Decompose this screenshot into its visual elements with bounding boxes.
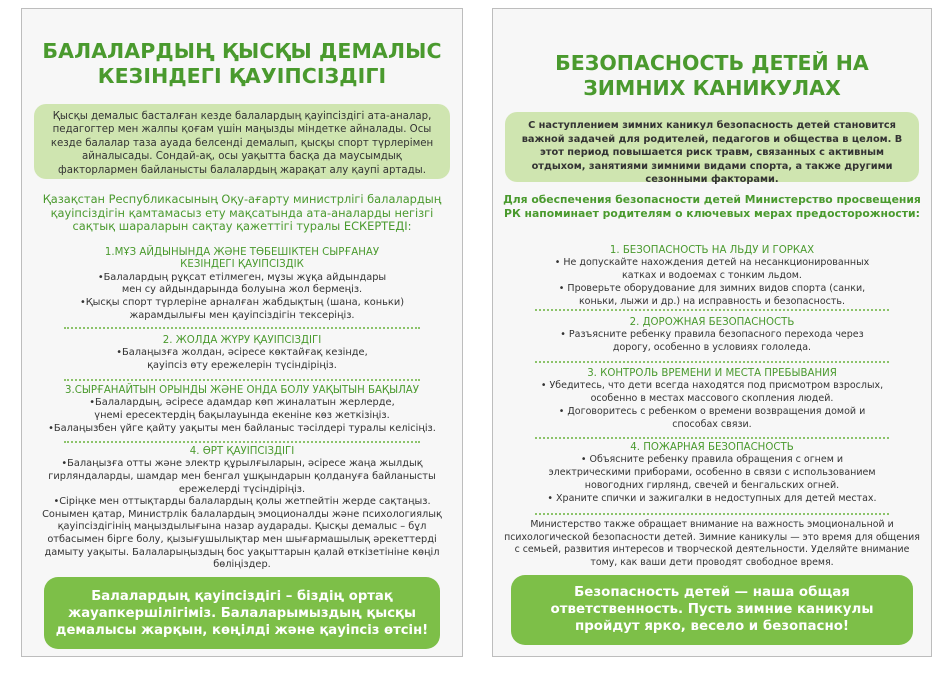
russian-leaflet	[492, 8, 932, 657]
section-supervision	[30, 385, 454, 435]
ministry-lead: Для обеспечения безопасности детей Министерство просвещения РК напоминает родителям о ключевых мерах предосторожности:	[503, 193, 921, 220]
section-heading: 1. БЕЗОПАСНОСТЬ НА ЛЬДУ И ГОРКАХ	[609, 245, 815, 256]
dotted-divider	[64, 327, 420, 329]
dotted-divider	[535, 513, 889, 515]
section-heading: 2. ЖОЛДА ЖҮРУ ҚАУІПСІЗДІГІ	[162, 335, 322, 346]
section-text: • Объясните ребенку правила обращения с огнем и электрическими приборами, особенно в связи с использованием новогодних гирлянд, свечей и бенгальских огней. • Храните спички и зажигалки в недоступных для детей местах.	[547, 454, 877, 504]
section-heading: 3. КОНТРОЛЬ ВРЕМЕНИ И МЕСТА ПРЕБЫВАНИЯ	[587, 368, 837, 379]
closing-banner: Балалардың қауіпсіздігі – біздің ортақ жауапкершілігіміз. Балаларымыздың қысқы демалысы жарқын, көңілді және қауіпсіз өтсін!	[44, 577, 440, 649]
dotted-divider	[535, 437, 889, 439]
section-heading: 4. ӨРТ ҚАУІПСІЗДІГІ	[189, 446, 295, 457]
section-fire-safety	[30, 446, 454, 572]
dotted-divider	[535, 361, 889, 363]
section-supervision	[501, 368, 923, 432]
dotted-divider	[535, 309, 889, 311]
ministry-lead: Қазақстан Республикасының Оқу-ағарту министрлігі балалардың қауіпсіздігін қамтамасыз ету мақсатында ата-аналарды негізгі сақтық шараларын сақтау қажеттігі туралы ЕСКЕРТЕДІ:	[42, 192, 442, 234]
section-road-safety	[501, 317, 923, 355]
section-ice-safety	[501, 245, 923, 309]
page-title: БАЛАЛАРДЫҢ ҚЫСҚЫ ДЕМАЛЫС КЕЗІНДЕГІ ҚАУІПСІЗДІГІ	[42, 39, 442, 88]
intro-box: Қысқы демалыс басталған кезде балалардың қауіпсіздігі ата-аналар, педагогтер мен жалпы қоғам үшін маңызды міндетке айналады. Осы кезде балалар таза ауада белсенді демалып, қысқы спорт түрлерімен айналысады. Сондай-ақ, осы уақытта басқа да маусымдық факторлармен байланысты балалардың жарақат алу қаупі артады.	[34, 104, 450, 179]
section-fire-safety	[501, 442, 923, 506]
dotted-divider	[64, 441, 420, 443]
dotted-divider	[64, 379, 420, 381]
section-road-safety	[30, 335, 454, 373]
kazakh-leaflet	[21, 8, 463, 657]
intro-box: С наступлением зимних каникул безопасность детей становится важной задачей для родителей, педагогов и общества в целом. В этот период повышается риск травм, связанных с активным отдыхом, занятиями зимними видами спорта, а также другими сезонными факторами.	[505, 112, 919, 182]
section-heading: 4. ПОЖАРНАЯ БЕЗОПАСНОСТЬ	[630, 442, 794, 453]
section-text: • Разъясните ребенку правила безопасного перехода через дорогу, особенно в условиях гололеда.	[560, 329, 864, 354]
section-ice-safety	[30, 247, 454, 322]
page-title: БЕЗОПАСНОСТЬ ДЕТЕЙ НА ЗИМНИХ КАНИКУЛАХ	[555, 51, 869, 100]
section-text: •Балаңызға жолдан, әсіресе көктайғақ кезінде, қауіпсіз өту ережелерін түсіндіріңіз.	[116, 347, 368, 371]
section-text: •Балалардың, әсіресе адамдар көп жиналатын жерлерде, үнемі ересектердің бақылауында екеніне көз жеткізіңіз. •Балаңызбен үйге қайту уақыты мен байланыс тәсілдері туралы келісіңіз.	[48, 397, 436, 434]
outro-text: Министерство также обращает внимание на важность эмоциональной и психологической безопасности детей. Зимние каникулы — это время для общения с семьей, развития интересов и творческой деятельности. Уделяйте внимание тому, как ваши дети проводят свободное время.	[504, 519, 920, 568]
section-text: • Убедитесь, что дети всегда находятся под присмотром взрослых, особенно в местах массового скопления людей. • Договоритесь с ребенком о времени возвращения домой и способах связи.	[540, 380, 884, 430]
closing-banner: Безопасность детей — наша общая ответственность. Пусть зимние каникулы пройдут ярко, весело и безопасно!	[511, 575, 913, 645]
section-heading: 2. ДОРОЖНАЯ БЕЗОПАСНОСТЬ	[629, 317, 795, 328]
section-text: •Балаңызға отты және электр құрылғыларын, әсіресе жаңа жылдық гирляндаларды, шамдар мен бенгал ұшқындарын қолдануға байланысты ережелерді түсіндіріңіз. •Сіріңке мен оттықтарды балалардың қолы жетпейтін жерде сақтаңыз. Сонымен қатар, Министрлік балалардың эмоционалды және психологиялық қауіпсіздігінің маңыздылығына назар аударады. Қысқы демалыс – бұл отбасымен бірге болу, қызығушылықтар мен шығармашылық әрекеттерді дамыту уақыты. Балаларыңыздың бос уақыттарын қалай өткізетініне көңіл бөліңіздер.	[42, 458, 442, 571]
section-text: •Балалардың рұқсат етілмеген, мұзы жұқа айдындары мен су айдындарында болуына жол бермеңіз. •Қысқы спорт түрлеріне арналған жабдықтың (шана, коньки) жарамдылығы мен қауіпсіздігін тексеріңіз.	[79, 271, 405, 321]
section-heading: 1.МҰЗ АЙДЫНЫНДА ЖӘНЕ ТӨБЕШІКТЕН СЫРҒАНАУ КЕЗІНДЕГІ ҚАУІПСІЗДІК	[104, 247, 380, 271]
section-text: • Не допускайте нахождения детей на несанкционированных катках и водоемах с тонким льдом. • Проверьте оборудование для зимних видов спорта (санки, коньки, лыжи и др.) на исправность и безопасность.	[554, 257, 870, 307]
section-heading: 3.СЫРҒАНАЙТЫН ОРЫНДЫ ЖӘНЕ ОНДА БОЛУ УАҚЫТЫН БАҚЫЛАУ	[65, 385, 419, 396]
